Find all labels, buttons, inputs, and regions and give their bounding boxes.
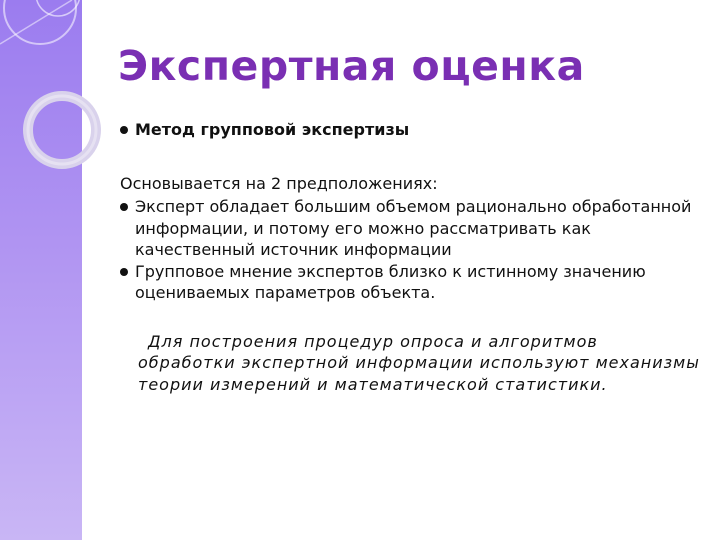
list-item-text: Групповое мнение экспертов близко к истинному значению оцениваемых параметров объекта. (135, 261, 646, 302)
italic-note: Для построения процедур опроса и алгоритмов обработки экспертной информации используют механизмы теории измерений и математической статистики. (138, 331, 700, 394)
bullet-dot-icon (120, 126, 128, 134)
slide-content (120, 119, 700, 395)
list-item-text: Эксперт обладает большим объемом рационально обработанной информации, и потому его можно рассматривать как качественный источник информации (135, 197, 692, 259)
intro-text: Основывается на 2 предположениях: (120, 173, 438, 193)
list-item (120, 261, 700, 304)
bullet-dot-icon (120, 203, 128, 211)
decorative-rings (0, 0, 110, 200)
list-item (120, 196, 700, 261)
slide-title: Экспертная оценка (118, 42, 585, 90)
spacer (120, 141, 700, 173)
bullet-dot-icon (120, 268, 128, 276)
method-heading-text: Метод групповой экспертизы (135, 120, 410, 139)
method-heading-bullet (120, 119, 700, 141)
